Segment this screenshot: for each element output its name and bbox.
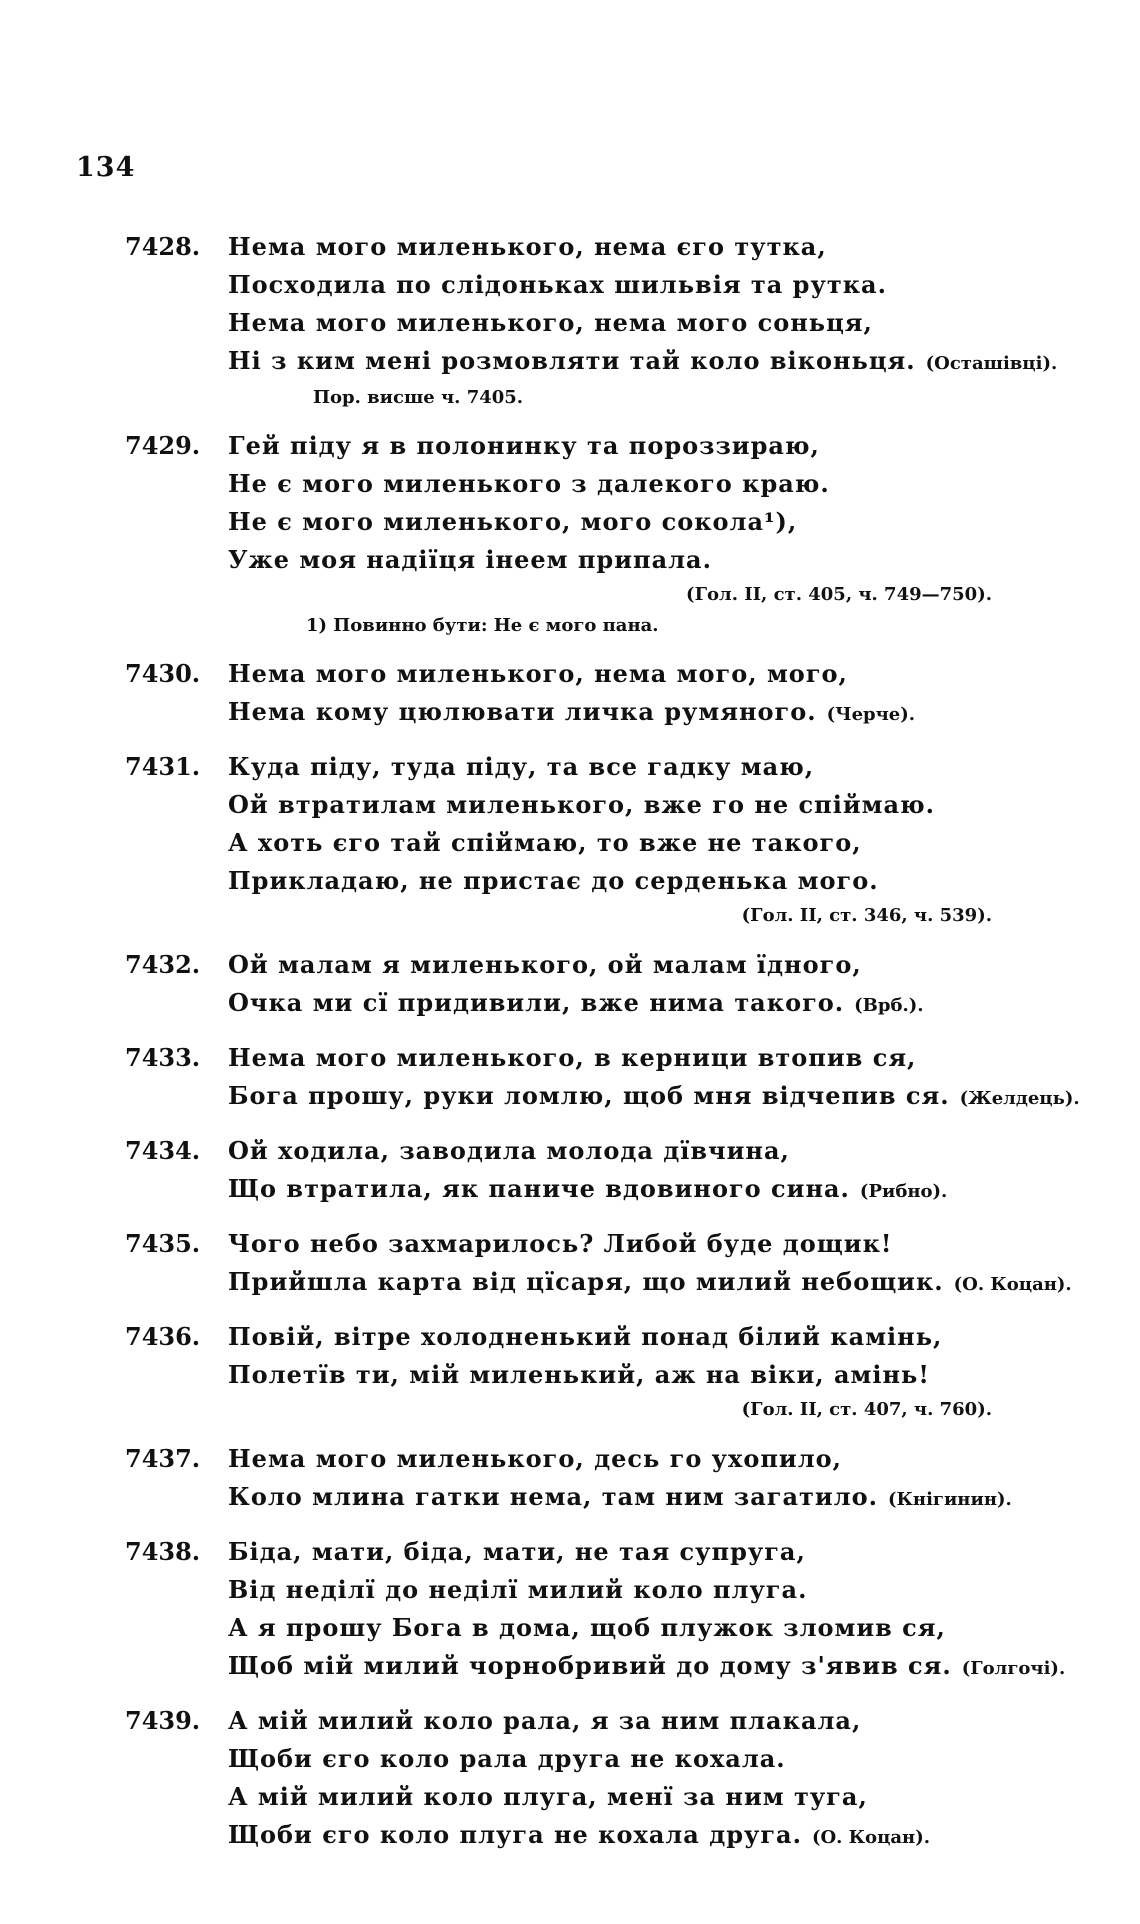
entry-7429	[0, 427, 1140, 641]
entry-number: 7432.	[125, 950, 201, 979]
verse-line: Гей піду я в полонинку та пороззираю,	[228, 431, 820, 460]
verse-line: Уже моя надіїця інеем припала.	[228, 545, 712, 574]
verse-line: Нема мого миленького, десь го ухопило,	[228, 1444, 843, 1473]
entry-number: 7438.	[125, 1537, 201, 1566]
verse-line: Ой малам я миленького, ой малам їдного,	[228, 950, 862, 979]
verse-text: Бога прошу, руки ломлю, щоб мня відчепив ся.	[228, 1081, 950, 1110]
entry-lines	[228, 1132, 1048, 1211]
entry-7430	[0, 655, 1140, 734]
entry-lines	[228, 748, 1048, 900]
entry-7433	[0, 1039, 1140, 1118]
source-citation: (Гол. II, ст. 405, ч. 749—750).	[686, 584, 992, 605]
verse-line: Не є мого миленького з далекого краю.	[228, 469, 830, 498]
verse-line: Ой ходила, заводила молода дївчина,	[228, 1136, 790, 1165]
verse-line	[228, 1263, 1072, 1304]
source-citation: (О. Коцан).	[811, 1827, 930, 1848]
page-number: 134	[76, 152, 136, 183]
entry-lines	[228, 1702, 1048, 1857]
verse-line: Нема мого миленького, нема мого, мого,	[228, 659, 848, 688]
entry-number: 7437.	[125, 1444, 201, 1473]
entry-7428	[0, 228, 1140, 413]
verse-line: Посходила по слідоньках шильвія та рутка.	[228, 270, 887, 299]
source-citation: (Гол. II, ст. 407, ч. 760).	[741, 1399, 992, 1420]
verse-text: Прийшла карта від цїсаря, що милий небощик.	[228, 1267, 944, 1296]
entry-lines	[228, 1533, 1066, 1688]
verse-line: Щоби єго коло рала друга не кохала.	[228, 1744, 786, 1773]
cross-reference-note: Пор. висше ч. 7405.	[313, 387, 524, 408]
verse-text: Щоб мій милий чорнобривий до дому з'явив ся.	[228, 1651, 952, 1680]
entry-number: 7431.	[125, 752, 201, 781]
verse-line	[228, 342, 1058, 383]
verse-line: Ой втратилам миленького, вже го не спіймаю.	[228, 790, 936, 819]
verse-text: Що втратила, як паниче вдовиного сина.	[228, 1174, 850, 1203]
entry-number: 7434.	[125, 1136, 201, 1165]
entry-lines	[228, 228, 1058, 413]
verse-line: А мій милий коло рала, я за ним плакала,	[228, 1706, 862, 1735]
verse-line	[228, 984, 1048, 1025]
entry-lines	[228, 427, 1048, 579]
entry-lines	[228, 1225, 1072, 1304]
entry-number: 7430.	[125, 659, 201, 688]
entry-lines	[228, 1440, 1048, 1519]
source-citation: (Голгочі).	[961, 1658, 1066, 1679]
verse-line: Куда піду, туда піду, та все гадку маю,	[228, 752, 815, 781]
entry-7438	[0, 1533, 1140, 1688]
verse-line	[228, 1816, 1048, 1857]
source-citation: (Черче).	[826, 704, 916, 725]
entry-lines	[228, 655, 1048, 734]
verse-line: Нема мого миленького, нема єго тутка,	[228, 232, 827, 261]
verse-line: А хоть єго тай спіймаю, то вже не такого,	[228, 828, 862, 857]
entry-lines	[228, 946, 1048, 1025]
verse-line	[228, 1077, 1080, 1118]
verse-line: Нема мого миленького, в керници втопив ся,	[228, 1043, 917, 1072]
entry-number: 7429.	[125, 431, 201, 460]
verse-line	[228, 693, 1048, 734]
verse-text: Коло млина гатки нема, там ним загатило.	[228, 1482, 879, 1511]
entry-7432	[0, 946, 1140, 1025]
entry-7431	[0, 748, 1140, 932]
verse-text: Щоби єго коло плуга не кохала друга.	[228, 1820, 802, 1849]
verse-line: Нема мого миленького, нема мого соньця,	[228, 308, 873, 337]
verse-line: Полетїв ти, мій миленький, аж на віки, амінь!	[228, 1360, 930, 1389]
footnote: 1) Повинно бути: Не є мого пана.	[306, 615, 659, 636]
entry-number: 7433.	[125, 1043, 201, 1072]
entry-7436	[0, 1318, 1140, 1426]
verse-line	[228, 1647, 1066, 1688]
verse-line: Не є мого миленького, мого сокола¹),	[228, 507, 798, 536]
verse-line: Біда, мати, біда, мати, не тая супруга,	[228, 1537, 806, 1566]
source-citation: (Кнігинин).	[888, 1489, 1012, 1510]
source-citation: (Рибно).	[859, 1181, 948, 1202]
verse-line: Прикладаю, не пристає до серденька мого.	[228, 866, 879, 895]
source-citation: (О. Коцан).	[953, 1274, 1072, 1295]
entry-7435	[0, 1225, 1140, 1304]
entry-number: 7435.	[125, 1229, 201, 1258]
verse-text: Ні з ким мені розмовляти тай коло віконьця.	[228, 346, 916, 375]
verse-text: Нема кому цюлювати личка румяного.	[228, 697, 817, 726]
entry-number: 7439.	[125, 1706, 201, 1735]
entry-lines	[228, 1039, 1080, 1118]
entry-lines	[228, 1318, 1048, 1394]
entry-7437	[0, 1440, 1140, 1519]
verse-line: Від неділї до неділї милий коло плуга.	[228, 1575, 808, 1604]
entry-7434	[0, 1132, 1140, 1211]
verse-line: А мій милий коло плуга, менї за ним туга,	[228, 1782, 868, 1811]
source-citation: (Гол. II, ст. 346, ч. 539).	[741, 905, 992, 926]
song-entries	[0, 228, 1140, 1871]
source-citation: (Врб.).	[854, 995, 924, 1016]
source-citation: (Желдець).	[959, 1088, 1080, 1109]
entry-7439	[0, 1702, 1140, 1857]
entry-number: 7436.	[125, 1322, 201, 1351]
verse-line: Повій, вітре холодненький понад білий камінь,	[228, 1322, 943, 1351]
verse-line: Чого небо захмарилось? Либой буде дощик!	[228, 1229, 893, 1258]
verse-text: Очка ми сї придивили, вже нима такого.	[228, 988, 845, 1017]
verse-line	[228, 1478, 1048, 1519]
entry-number: 7428.	[125, 232, 201, 261]
verse-line: А я прошу Бога в дома, щоб плужок зломив ся,	[228, 1613, 946, 1642]
verse-line	[228, 1170, 1048, 1211]
source-citation: (Осташівці).	[925, 353, 1058, 374]
